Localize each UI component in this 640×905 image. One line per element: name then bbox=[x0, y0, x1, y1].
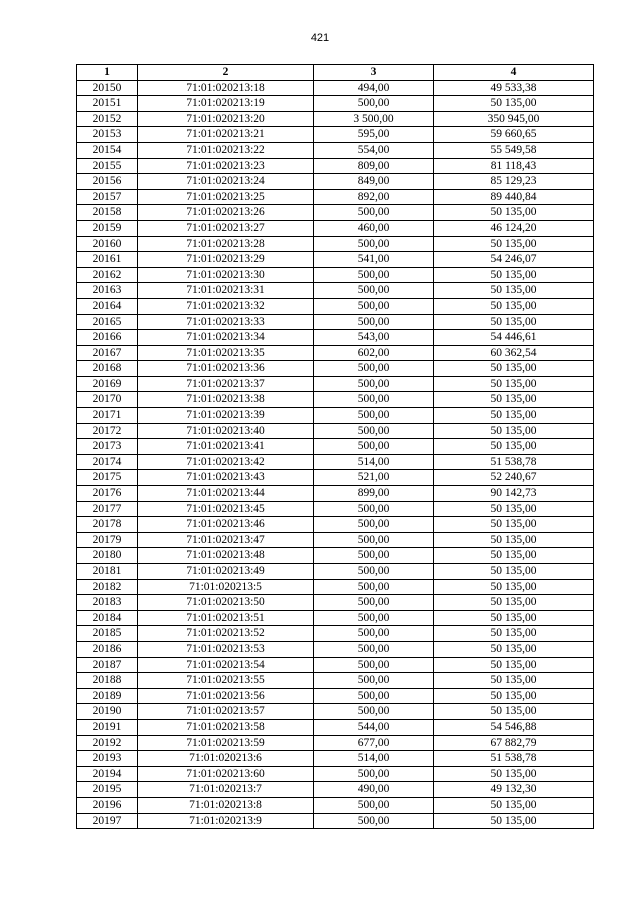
value-cell: 90 142,73 bbox=[434, 486, 594, 502]
area-cell: 500,00 bbox=[314, 626, 434, 642]
row-number-cell: 20150 bbox=[77, 80, 138, 96]
area-cell: 500,00 bbox=[314, 205, 434, 221]
area-cell: 500,00 bbox=[314, 376, 434, 392]
area-cell: 460,00 bbox=[314, 220, 434, 236]
row-number-cell: 20178 bbox=[77, 517, 138, 533]
table-row bbox=[77, 517, 594, 533]
cadastral-number-cell: 71:01:020213:34 bbox=[138, 330, 314, 346]
area-cell: 500,00 bbox=[314, 595, 434, 611]
cadastral-number-cell: 71:01:020213:49 bbox=[138, 564, 314, 580]
row-number-cell: 20175 bbox=[77, 470, 138, 486]
cadastral-number-cell: 71:01:020213:41 bbox=[138, 439, 314, 455]
table-row bbox=[77, 283, 594, 299]
row-number-cell: 20163 bbox=[77, 283, 138, 299]
value-cell: 54 446,61 bbox=[434, 330, 594, 346]
value-cell: 50 135,00 bbox=[434, 641, 594, 657]
table-row bbox=[77, 236, 594, 252]
value-cell: 54 246,07 bbox=[434, 252, 594, 268]
value-cell: 50 135,00 bbox=[434, 626, 594, 642]
row-number-cell: 20156 bbox=[77, 174, 138, 190]
table-row bbox=[77, 688, 594, 704]
value-cell: 49 533,38 bbox=[434, 80, 594, 96]
value-cell: 50 135,00 bbox=[434, 610, 594, 626]
area-cell: 500,00 bbox=[314, 548, 434, 564]
table-row bbox=[77, 673, 594, 689]
row-number-cell: 20154 bbox=[77, 142, 138, 158]
cadastral-number-cell: 71:01:020213:35 bbox=[138, 345, 314, 361]
cadastral-number-cell: 71:01:020213:42 bbox=[138, 454, 314, 470]
row-number-cell: 20193 bbox=[77, 751, 138, 767]
table-row bbox=[77, 595, 594, 611]
row-number-cell: 20160 bbox=[77, 236, 138, 252]
area-cell: 543,00 bbox=[314, 330, 434, 346]
value-cell: 59 660,65 bbox=[434, 127, 594, 143]
table-row bbox=[77, 657, 594, 673]
cadastral-number-cell: 71:01:020213:8 bbox=[138, 797, 314, 813]
area-cell: 500,00 bbox=[314, 673, 434, 689]
cadastral-number-cell: 71:01:020213:58 bbox=[138, 719, 314, 735]
value-cell: 50 135,00 bbox=[434, 532, 594, 548]
table-row bbox=[77, 486, 594, 502]
row-number-cell: 20184 bbox=[77, 610, 138, 626]
row-number-cell: 20186 bbox=[77, 641, 138, 657]
value-cell: 50 135,00 bbox=[434, 657, 594, 673]
row-number-cell: 20189 bbox=[77, 688, 138, 704]
page-number: 421 bbox=[310, 32, 330, 44]
area-cell: 595,00 bbox=[314, 127, 434, 143]
cadastral-number-cell: 71:01:020213:25 bbox=[138, 189, 314, 205]
area-cell: 554,00 bbox=[314, 142, 434, 158]
value-cell: 60 362,54 bbox=[434, 345, 594, 361]
table-row bbox=[77, 532, 594, 548]
cadastral-number-cell: 71:01:020213:56 bbox=[138, 688, 314, 704]
row-number-cell: 20151 bbox=[77, 96, 138, 112]
value-cell: 50 135,00 bbox=[434, 673, 594, 689]
row-number-cell: 20176 bbox=[77, 486, 138, 502]
cadastral-number-cell: 71:01:020213:26 bbox=[138, 205, 314, 221]
cadastral-number-cell: 71:01:020213:21 bbox=[138, 127, 314, 143]
cadastral-number-cell: 71:01:020213:30 bbox=[138, 267, 314, 283]
area-cell: 602,00 bbox=[314, 345, 434, 361]
cadastral-number-cell: 71:01:020213:37 bbox=[138, 376, 314, 392]
row-number-cell: 20181 bbox=[77, 564, 138, 580]
cadastral-number-cell: 71:01:020213:36 bbox=[138, 361, 314, 377]
table-row bbox=[77, 127, 594, 143]
value-cell: 50 135,00 bbox=[434, 548, 594, 564]
value-cell: 50 135,00 bbox=[434, 564, 594, 580]
cadastral-number-cell: 71:01:020213:18 bbox=[138, 80, 314, 96]
table-row bbox=[77, 252, 594, 268]
value-cell: 50 135,00 bbox=[434, 408, 594, 424]
value-cell: 85 129,23 bbox=[434, 174, 594, 190]
row-number-cell: 20177 bbox=[77, 501, 138, 517]
column-header-2: 2 bbox=[138, 65, 314, 81]
table-row bbox=[77, 610, 594, 626]
value-cell: 50 135,00 bbox=[434, 579, 594, 595]
cadastral-number-cell: 71:01:020213:47 bbox=[138, 532, 314, 548]
value-cell: 50 135,00 bbox=[434, 595, 594, 611]
table-row bbox=[77, 267, 594, 283]
table-row bbox=[77, 626, 594, 642]
table-row bbox=[77, 392, 594, 408]
table-row bbox=[77, 797, 594, 813]
row-number-cell: 20169 bbox=[77, 376, 138, 392]
cadastral-number-cell: 71:01:020213:23 bbox=[138, 158, 314, 174]
cadastral-number-cell: 71:01:020213:51 bbox=[138, 610, 314, 626]
cadastral-number-cell: 71:01:020213:53 bbox=[138, 641, 314, 657]
row-number-cell: 20170 bbox=[77, 392, 138, 408]
area-cell: 500,00 bbox=[314, 392, 434, 408]
area-cell: 500,00 bbox=[314, 439, 434, 455]
row-number-cell: 20157 bbox=[77, 189, 138, 205]
cadastral-number-cell: 71:01:020213:54 bbox=[138, 657, 314, 673]
table-row bbox=[77, 813, 594, 829]
area-cell: 500,00 bbox=[314, 688, 434, 704]
value-cell: 52 240,67 bbox=[434, 470, 594, 486]
cadastral-number-cell: 71:01:020213:59 bbox=[138, 735, 314, 751]
area-cell: 541,00 bbox=[314, 252, 434, 268]
area-cell: 677,00 bbox=[314, 735, 434, 751]
area-cell: 514,00 bbox=[314, 454, 434, 470]
row-number-cell: 20159 bbox=[77, 220, 138, 236]
area-cell: 500,00 bbox=[314, 298, 434, 314]
area-cell: 500,00 bbox=[314, 797, 434, 813]
value-cell: 89 440,84 bbox=[434, 189, 594, 205]
column-header-4: 4 bbox=[434, 65, 594, 81]
table-row bbox=[77, 423, 594, 439]
table-row bbox=[77, 719, 594, 735]
value-cell: 50 135,00 bbox=[434, 501, 594, 517]
row-number-cell: 20179 bbox=[77, 532, 138, 548]
cadastral-number-cell: 71:01:020213:38 bbox=[138, 392, 314, 408]
area-cell: 500,00 bbox=[314, 408, 434, 424]
table-row bbox=[77, 641, 594, 657]
table-row bbox=[77, 205, 594, 221]
table-row bbox=[77, 111, 594, 127]
value-cell: 50 135,00 bbox=[434, 766, 594, 782]
table-row bbox=[77, 80, 594, 96]
value-cell: 50 135,00 bbox=[434, 517, 594, 533]
row-number-cell: 20185 bbox=[77, 626, 138, 642]
row-number-cell: 20194 bbox=[77, 766, 138, 782]
row-number-cell: 20161 bbox=[77, 252, 138, 268]
value-cell: 50 135,00 bbox=[434, 361, 594, 377]
table-row bbox=[77, 782, 594, 798]
cadastral-number-cell: 71:01:020213:48 bbox=[138, 548, 314, 564]
row-number-cell: 20192 bbox=[77, 735, 138, 751]
value-cell: 50 135,00 bbox=[434, 96, 594, 112]
area-cell: 544,00 bbox=[314, 719, 434, 735]
table-row bbox=[77, 298, 594, 314]
value-cell: 50 135,00 bbox=[434, 704, 594, 720]
cadastral-number-cell: 71:01:020213:28 bbox=[138, 236, 314, 252]
area-cell: 500,00 bbox=[314, 532, 434, 548]
table-row bbox=[77, 96, 594, 112]
row-number-cell: 20197 bbox=[77, 813, 138, 829]
area-cell: 500,00 bbox=[314, 813, 434, 829]
row-number-cell: 20167 bbox=[77, 345, 138, 361]
cadastral-number-cell: 71:01:020213:32 bbox=[138, 298, 314, 314]
value-cell: 46 124,20 bbox=[434, 220, 594, 236]
cadastral-number-cell: 71:01:020213:52 bbox=[138, 626, 314, 642]
column-header-1: 1 bbox=[77, 65, 138, 81]
cadastral-number-cell: 71:01:020213:44 bbox=[138, 486, 314, 502]
row-number-cell: 20155 bbox=[77, 158, 138, 174]
value-cell: 50 135,00 bbox=[434, 813, 594, 829]
row-number-cell: 20174 bbox=[77, 454, 138, 470]
cadastral-number-cell: 71:01:020213:22 bbox=[138, 142, 314, 158]
table-row bbox=[77, 142, 594, 158]
cadastral-number-cell: 71:01:020213:45 bbox=[138, 501, 314, 517]
row-number-cell: 20158 bbox=[77, 205, 138, 221]
cadastral-number-cell: 71:01:020213:31 bbox=[138, 283, 314, 299]
value-cell: 67 882,79 bbox=[434, 735, 594, 751]
value-cell: 50 135,00 bbox=[434, 236, 594, 252]
area-cell: 500,00 bbox=[314, 423, 434, 439]
value-cell: 50 135,00 bbox=[434, 423, 594, 439]
table-row bbox=[77, 579, 594, 595]
cadastral-number-cell: 71:01:020213:29 bbox=[138, 252, 314, 268]
row-number-cell: 20172 bbox=[77, 423, 138, 439]
area-cell: 500,00 bbox=[314, 283, 434, 299]
cadastral-number-cell: 71:01:020213:55 bbox=[138, 673, 314, 689]
table-row bbox=[77, 454, 594, 470]
table-row bbox=[77, 189, 594, 205]
value-cell: 50 135,00 bbox=[434, 392, 594, 408]
table-row bbox=[77, 220, 594, 236]
table-row bbox=[77, 314, 594, 330]
table-row bbox=[77, 564, 594, 580]
row-number-cell: 20173 bbox=[77, 439, 138, 455]
area-cell: 500,00 bbox=[314, 657, 434, 673]
table-row bbox=[77, 470, 594, 486]
area-cell: 514,00 bbox=[314, 751, 434, 767]
area-cell: 500,00 bbox=[314, 361, 434, 377]
table-row bbox=[77, 174, 594, 190]
cadastral-number-cell: 71:01:020213:27 bbox=[138, 220, 314, 236]
value-cell: 350 945,00 bbox=[434, 111, 594, 127]
area-cell: 500,00 bbox=[314, 267, 434, 283]
value-cell: 51 538,78 bbox=[434, 454, 594, 470]
area-cell: 500,00 bbox=[314, 610, 434, 626]
row-number-cell: 20187 bbox=[77, 657, 138, 673]
value-cell: 50 135,00 bbox=[434, 688, 594, 704]
table-row bbox=[77, 330, 594, 346]
cadastral-number-cell: 71:01:020213:39 bbox=[138, 408, 314, 424]
value-cell: 49 132,30 bbox=[434, 782, 594, 798]
cadastral-number-cell: 71:01:020213:43 bbox=[138, 470, 314, 486]
value-cell: 50 135,00 bbox=[434, 376, 594, 392]
cadastral-number-cell: 71:01:020213:46 bbox=[138, 517, 314, 533]
area-cell: 849,00 bbox=[314, 174, 434, 190]
area-cell: 500,00 bbox=[314, 96, 434, 112]
value-cell: 50 135,00 bbox=[434, 298, 594, 314]
cadastral-number-cell: 71:01:020213:19 bbox=[138, 96, 314, 112]
row-number-cell: 20164 bbox=[77, 298, 138, 314]
area-cell: 892,00 bbox=[314, 189, 434, 205]
area-cell: 494,00 bbox=[314, 80, 434, 96]
value-cell: 51 538,78 bbox=[434, 751, 594, 767]
value-cell: 50 135,00 bbox=[434, 439, 594, 455]
row-number-cell: 20171 bbox=[77, 408, 138, 424]
table-row bbox=[77, 766, 594, 782]
row-number-cell: 20180 bbox=[77, 548, 138, 564]
area-cell: 3 500,00 bbox=[314, 111, 434, 127]
table-row bbox=[77, 158, 594, 174]
area-cell: 500,00 bbox=[314, 517, 434, 533]
row-number-cell: 20195 bbox=[77, 782, 138, 798]
row-number-cell: 20165 bbox=[77, 314, 138, 330]
area-cell: 809,00 bbox=[314, 158, 434, 174]
cadastral-number-cell: 71:01:020213:33 bbox=[138, 314, 314, 330]
table-row bbox=[77, 345, 594, 361]
row-number-cell: 20152 bbox=[77, 111, 138, 127]
table-row bbox=[77, 439, 594, 455]
area-cell: 500,00 bbox=[314, 501, 434, 517]
row-number-cell: 20183 bbox=[77, 595, 138, 611]
value-cell: 50 135,00 bbox=[434, 205, 594, 221]
area-cell: 500,00 bbox=[314, 579, 434, 595]
table-row bbox=[77, 735, 594, 751]
area-cell: 500,00 bbox=[314, 314, 434, 330]
area-cell: 500,00 bbox=[314, 564, 434, 580]
value-cell: 81 118,43 bbox=[434, 158, 594, 174]
table-row bbox=[77, 408, 594, 424]
value-cell: 54 546,88 bbox=[434, 719, 594, 735]
cadastral-number-cell: 71:01:020213:40 bbox=[138, 423, 314, 439]
cadastral-number-cell: 71:01:020213:50 bbox=[138, 595, 314, 611]
row-number-cell: 20162 bbox=[77, 267, 138, 283]
value-cell: 50 135,00 bbox=[434, 283, 594, 299]
row-number-cell: 20153 bbox=[77, 127, 138, 143]
column-header-3: 3 bbox=[314, 65, 434, 81]
row-number-cell: 20196 bbox=[77, 797, 138, 813]
area-cell: 500,00 bbox=[314, 704, 434, 720]
row-number-cell: 20188 bbox=[77, 673, 138, 689]
table-body bbox=[77, 80, 594, 829]
area-cell: 490,00 bbox=[314, 782, 434, 798]
row-number-cell: 20168 bbox=[77, 361, 138, 377]
table-row bbox=[77, 376, 594, 392]
table-row bbox=[77, 501, 594, 517]
area-cell: 500,00 bbox=[314, 766, 434, 782]
cadastral-number-cell: 71:01:020213:7 bbox=[138, 782, 314, 798]
cadastral-number-cell: 71:01:020213:6 bbox=[138, 751, 314, 767]
cadastral-number-cell: 71:01:020213:20 bbox=[138, 111, 314, 127]
row-number-cell: 20166 bbox=[77, 330, 138, 346]
row-number-cell: 20191 bbox=[77, 719, 138, 735]
value-cell: 50 135,00 bbox=[434, 267, 594, 283]
area-cell: 899,00 bbox=[314, 486, 434, 502]
table-row bbox=[77, 361, 594, 377]
data-table bbox=[76, 64, 594, 829]
value-cell: 55 549,58 bbox=[434, 142, 594, 158]
area-cell: 500,00 bbox=[314, 236, 434, 252]
cadastral-number-cell: 71:01:020213:5 bbox=[138, 579, 314, 595]
table-row bbox=[77, 548, 594, 564]
cadastral-number-cell: 71:01:020213:24 bbox=[138, 174, 314, 190]
area-cell: 500,00 bbox=[314, 641, 434, 657]
value-cell: 50 135,00 bbox=[434, 314, 594, 330]
row-number-cell: 20182 bbox=[77, 579, 138, 595]
cadastral-number-cell: 71:01:020213:9 bbox=[138, 813, 314, 829]
area-cell: 521,00 bbox=[314, 470, 434, 486]
cadastral-number-cell: 71:01:020213:57 bbox=[138, 704, 314, 720]
table-row bbox=[77, 751, 594, 767]
table-row bbox=[77, 704, 594, 720]
value-cell: 50 135,00 bbox=[434, 797, 594, 813]
row-number-cell: 20190 bbox=[77, 704, 138, 720]
table-header-row bbox=[77, 65, 594, 81]
cadastral-number-cell: 71:01:020213:60 bbox=[138, 766, 314, 782]
